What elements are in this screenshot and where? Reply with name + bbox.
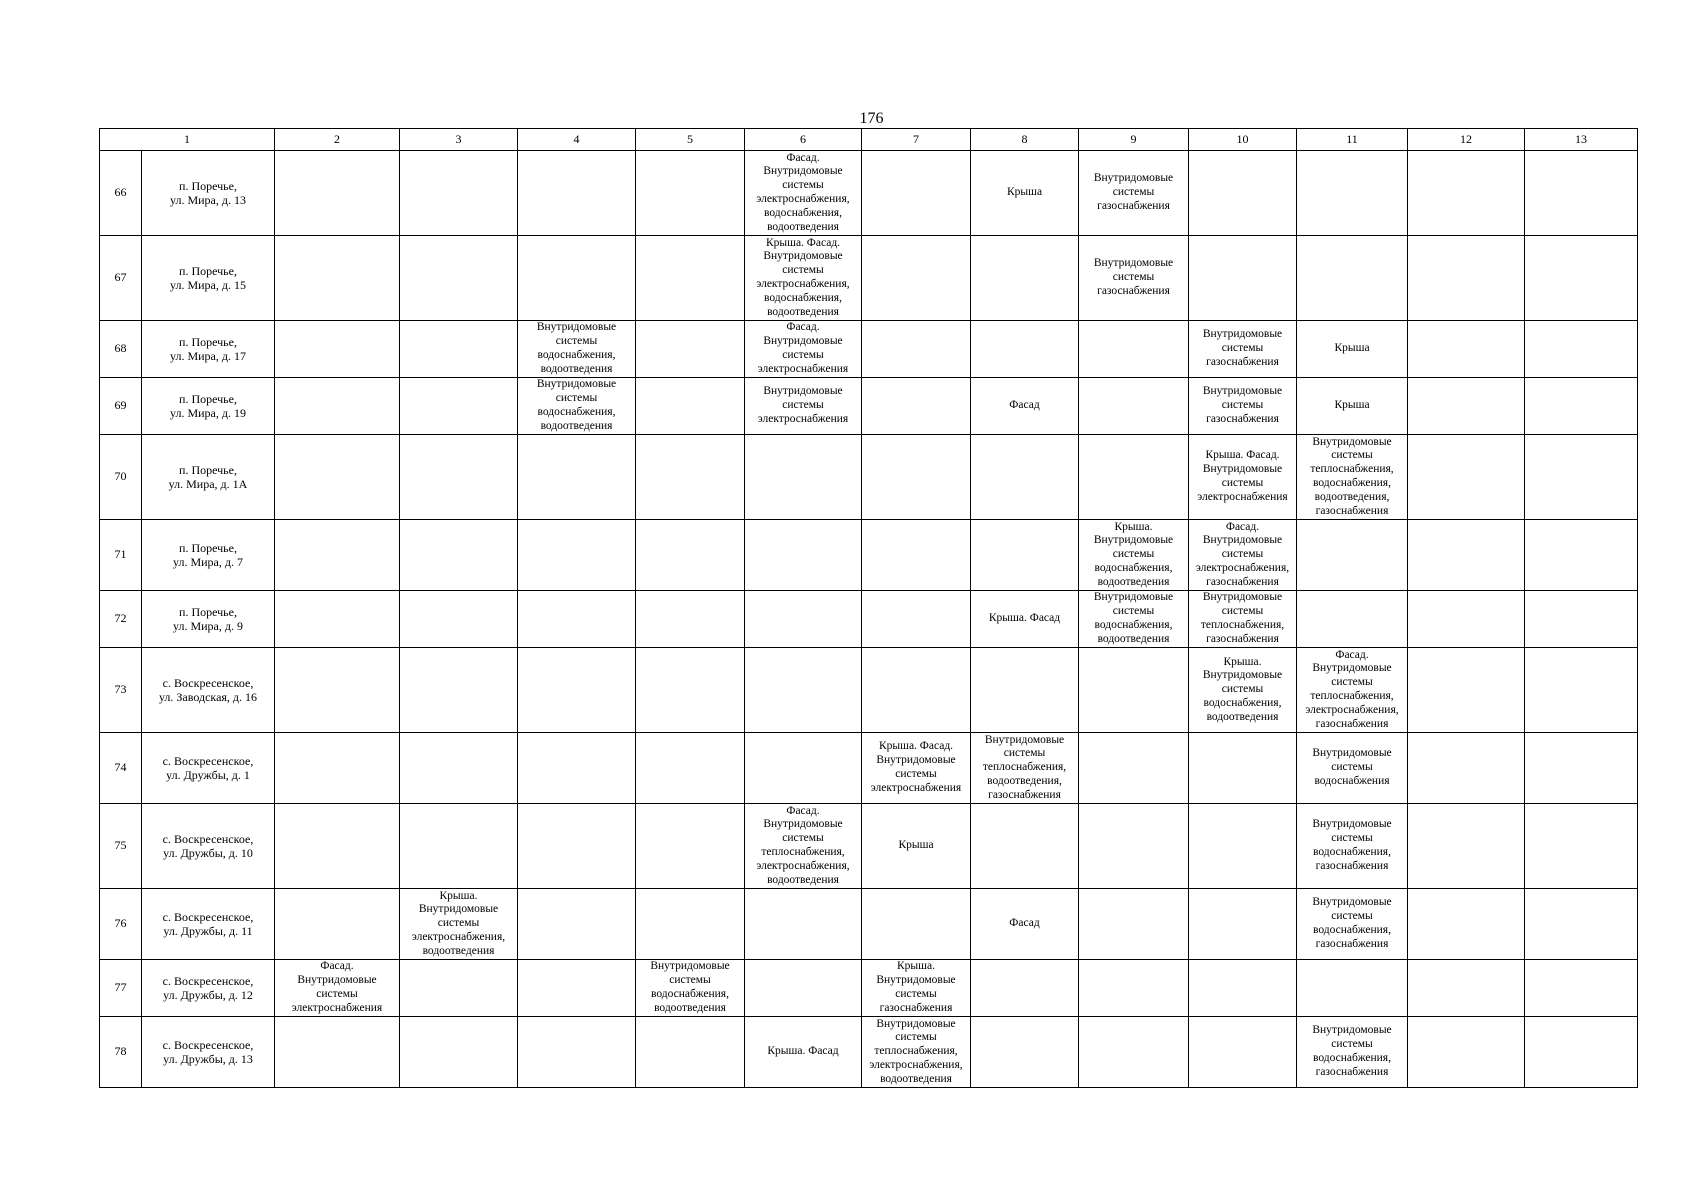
address-cell: п. Поречье, ул. Мира, д. 15	[142, 236, 275, 321]
work-cell-col-6: Фасад. Внутридомовые системы электроснабжения, водоснабжения, водоотведения	[745, 151, 862, 236]
work-cell-col-9	[1079, 648, 1189, 733]
work-cell-col-5	[636, 151, 745, 236]
work-cell-col-11: Крыша	[1297, 378, 1408, 435]
work-cell-col-4	[518, 520, 636, 591]
work-cell-col-8	[971, 648, 1079, 733]
work-cell-col-5	[636, 1017, 745, 1088]
work-cell-col-11: Фасад. Внутридомовые системы теплоснабжения, электроснабжения, газоснабжения	[1297, 648, 1408, 733]
row-number: 74	[100, 733, 142, 804]
work-cell-col-11: Крыша	[1297, 321, 1408, 378]
work-cell-col-6: Фасад. Внутридомовые системы электроснабжения	[745, 321, 862, 378]
work-cell-col-3: Крыша. Внутридомовые системы электроснабжения, водоотведения	[400, 889, 518, 960]
work-cell-col-3	[400, 648, 518, 733]
row-number: 69	[100, 378, 142, 435]
work-cell-col-7: Крыша. Внутридомовые системы газоснабжения	[862, 960, 971, 1017]
work-cell-col-11	[1297, 236, 1408, 321]
work-cell-col-9	[1079, 321, 1189, 378]
row-number: 77	[100, 960, 142, 1017]
work-cell-col-4	[518, 648, 636, 733]
work-cell-col-13	[1525, 151, 1638, 236]
work-cell-col-6: Крыша. Фасад	[745, 1017, 862, 1088]
column-header-13: 13	[1525, 129, 1638, 151]
work-cell-col-12	[1408, 591, 1525, 648]
work-cell-col-8: Внутридомовые системы теплоснабжения, водоотведения, газоснабжения	[971, 733, 1079, 804]
work-cell-col-11: Внутридомовые системы водоснабжения, газоснабжения	[1297, 804, 1408, 889]
work-cell-col-4	[518, 591, 636, 648]
work-cell-col-11	[1297, 151, 1408, 236]
address-cell: п. Поречье, ул. Мира, д. 7	[142, 520, 275, 591]
work-cell-col-13	[1525, 960, 1638, 1017]
work-cell-col-10	[1189, 236, 1297, 321]
work-cell-col-2	[275, 236, 400, 321]
work-cell-col-9	[1079, 733, 1189, 804]
table-row	[100, 1017, 1638, 1088]
table-row	[100, 733, 1638, 804]
work-cell-col-4	[518, 889, 636, 960]
work-cell-col-12	[1408, 1017, 1525, 1088]
work-cell-col-4	[518, 151, 636, 236]
work-cell-col-4	[518, 1017, 636, 1088]
work-cell-col-12	[1408, 435, 1525, 520]
address-cell: п. Поречье, ул. Мира, д. 17	[142, 321, 275, 378]
work-cell-col-8	[971, 804, 1079, 889]
work-cell-col-4	[518, 435, 636, 520]
row-number: 73	[100, 648, 142, 733]
work-cell-col-7: Крыша	[862, 804, 971, 889]
page-number: 176	[859, 110, 884, 127]
work-cell-col-8	[971, 1017, 1079, 1088]
work-cell-col-8: Фасад	[971, 889, 1079, 960]
work-cell-col-8: Крыша	[971, 151, 1079, 236]
work-cell-col-7	[862, 435, 971, 520]
work-cell-col-10: Внутридомовые системы газоснабжения	[1189, 321, 1297, 378]
work-cell-col-5	[636, 733, 745, 804]
column-header-2: 2	[275, 129, 400, 151]
work-cell-col-11: Внутридомовые системы водоснабжения	[1297, 733, 1408, 804]
work-cell-col-3	[400, 591, 518, 648]
work-cell-col-7: Крыша. Фасад. Внутридомовые системы электроснабжения	[862, 733, 971, 804]
work-cell-col-7	[862, 520, 971, 591]
work-cell-col-5	[636, 804, 745, 889]
column-number-row	[100, 129, 1638, 151]
row-number: 76	[100, 889, 142, 960]
work-cell-col-10: Крыша. Фасад. Внутридомовые системы электроснабжения	[1189, 435, 1297, 520]
work-cell-col-11	[1297, 520, 1408, 591]
work-cell-col-3	[400, 520, 518, 591]
work-cell-col-7	[862, 151, 971, 236]
work-cell-col-13	[1525, 889, 1638, 960]
table-row	[100, 151, 1638, 236]
work-cell-col-10: Внутридомовые системы теплоснабжения, газоснабжения	[1189, 591, 1297, 648]
row-number: 67	[100, 236, 142, 321]
work-cell-col-12	[1408, 520, 1525, 591]
work-cell-col-8	[971, 520, 1079, 591]
row-number: 78	[100, 1017, 142, 1088]
work-cell-col-6	[745, 591, 862, 648]
work-cell-col-12	[1408, 236, 1525, 321]
work-cell-col-5	[636, 591, 745, 648]
work-cell-col-7	[862, 648, 971, 733]
work-cell-col-10: Фасад. Внутридомовые системы электроснабжения, газоснабжения	[1189, 520, 1297, 591]
column-header-12: 12	[1408, 129, 1525, 151]
work-cell-col-8	[971, 435, 1079, 520]
work-cell-col-8	[971, 236, 1079, 321]
work-cell-col-2	[275, 804, 400, 889]
work-cell-col-13	[1525, 435, 1638, 520]
work-cell-col-5	[636, 321, 745, 378]
work-cell-col-3	[400, 804, 518, 889]
work-cell-col-12	[1408, 648, 1525, 733]
work-cell-col-6	[745, 889, 862, 960]
work-cell-col-7: Внутридомовые системы теплоснабжения, электроснабжения, водоотведения	[862, 1017, 971, 1088]
work-cell-col-9	[1079, 889, 1189, 960]
address-cell: с. Воскресенское, ул. Дружбы, д. 11	[142, 889, 275, 960]
address-cell: п. Поречье, ул. Мира, д. 13	[142, 151, 275, 236]
address-cell: с. Воскресенское, ул. Дружбы, д. 12	[142, 960, 275, 1017]
table-row	[100, 435, 1638, 520]
work-cell-col-5	[636, 648, 745, 733]
work-cell-col-5	[636, 520, 745, 591]
column-header-10: 10	[1189, 129, 1297, 151]
work-cell-col-4	[518, 960, 636, 1017]
work-cell-col-6	[745, 648, 862, 733]
work-cell-col-7	[862, 889, 971, 960]
address-cell: с. Воскресенское, ул. Дружбы, д. 1	[142, 733, 275, 804]
work-cell-col-3	[400, 435, 518, 520]
work-cell-col-12	[1408, 321, 1525, 378]
work-cell-col-3	[400, 321, 518, 378]
address-cell: с. Воскресенское, ул. Дружбы, д. 13	[142, 1017, 275, 1088]
work-cell-col-3	[400, 151, 518, 236]
column-header-3: 3	[400, 129, 518, 151]
table-body	[100, 151, 1638, 1088]
table-row	[100, 648, 1638, 733]
work-cell-col-6	[745, 733, 862, 804]
work-cell-col-2: Фасад. Внутридомовые системы электроснабжения	[275, 960, 400, 1017]
work-cell-col-10	[1189, 889, 1297, 960]
work-cell-col-9	[1079, 435, 1189, 520]
work-cell-col-2	[275, 1017, 400, 1088]
work-cell-col-7	[862, 321, 971, 378]
table-row	[100, 889, 1638, 960]
work-cell-col-2	[275, 889, 400, 960]
work-cell-col-9	[1079, 960, 1189, 1017]
address-cell: п. Поречье, ул. Мира, д. 9	[142, 591, 275, 648]
work-cell-col-5	[636, 435, 745, 520]
work-cell-col-2	[275, 591, 400, 648]
column-header-7: 7	[862, 129, 971, 151]
table-row	[100, 378, 1638, 435]
work-cell-col-13	[1525, 378, 1638, 435]
work-cell-col-3	[400, 236, 518, 321]
table-row	[100, 960, 1638, 1017]
work-cell-col-4	[518, 236, 636, 321]
work-cell-col-2	[275, 435, 400, 520]
row-number: 70	[100, 435, 142, 520]
work-cell-col-5	[636, 236, 745, 321]
work-cell-col-11: Внутридомовые системы водоснабжения, газоснабжения	[1297, 1017, 1408, 1088]
work-cell-col-9: Внутридомовые системы водоснабжения, водоотведения	[1079, 591, 1189, 648]
work-cell-col-13	[1525, 733, 1638, 804]
work-cell-col-9	[1079, 1017, 1189, 1088]
work-cell-col-4	[518, 804, 636, 889]
row-number: 72	[100, 591, 142, 648]
work-cell-col-8	[971, 321, 1079, 378]
work-cell-col-2	[275, 733, 400, 804]
work-cell-col-12	[1408, 151, 1525, 236]
work-cell-col-11: Внутридомовые системы теплоснабжения, водоснабжения, водоотведения, газоснабжения	[1297, 435, 1408, 520]
work-cell-col-13	[1525, 520, 1638, 591]
column-header-6: 6	[745, 129, 862, 151]
work-cell-col-11	[1297, 591, 1408, 648]
column-header-11: 11	[1297, 129, 1408, 151]
column-header-1: 1	[100, 129, 275, 151]
row-number: 71	[100, 520, 142, 591]
row-number: 75	[100, 804, 142, 889]
work-cell-col-3	[400, 378, 518, 435]
work-cell-col-10	[1189, 733, 1297, 804]
work-cell-col-13	[1525, 1017, 1638, 1088]
work-cell-col-12	[1408, 378, 1525, 435]
work-cell-col-3	[400, 960, 518, 1017]
work-cell-col-8: Крыша. Фасад	[971, 591, 1079, 648]
work-cell-col-5	[636, 378, 745, 435]
work-cell-col-5: Внутридомовые системы водоснабжения, водоотведения	[636, 960, 745, 1017]
work-cell-col-12	[1408, 889, 1525, 960]
work-cell-col-6: Внутридомовые системы электроснабжения	[745, 378, 862, 435]
address-cell: п. Поречье, ул. Мира, д. 1А	[142, 435, 275, 520]
work-cell-col-9: Внутридомовые системы газоснабжения	[1079, 236, 1189, 321]
work-cell-col-2	[275, 648, 400, 733]
work-cell-col-10: Крыша. Внутридомовые системы водоснабжения, водоотведения	[1189, 648, 1297, 733]
table-row	[100, 804, 1638, 889]
table-row	[100, 520, 1638, 591]
work-cell-col-2	[275, 321, 400, 378]
table-header	[100, 129, 1638, 151]
work-cell-col-12	[1408, 733, 1525, 804]
work-cell-col-10: Внутридомовые системы газоснабжения	[1189, 378, 1297, 435]
table-row	[100, 321, 1638, 378]
work-cell-col-7	[862, 378, 971, 435]
table-row	[100, 591, 1638, 648]
work-cell-col-6	[745, 520, 862, 591]
work-cell-col-2	[275, 520, 400, 591]
work-cell-col-6: Крыша. Фасад. Внутридомовые системы электроснабжения, водоснабжения, водоотведения	[745, 236, 862, 321]
address-cell: с. Воскресенское, ул. Заводская, д. 16	[142, 648, 275, 733]
work-cell-col-3	[400, 1017, 518, 1088]
work-cell-col-13	[1525, 804, 1638, 889]
work-cell-col-9	[1079, 378, 1189, 435]
repair-schedule-table	[99, 128, 1638, 1088]
work-cell-col-6	[745, 435, 862, 520]
table-row	[100, 236, 1638, 321]
work-cell-col-12	[1408, 960, 1525, 1017]
work-cell-col-11	[1297, 960, 1408, 1017]
work-cell-col-7	[862, 591, 971, 648]
work-cell-col-10	[1189, 1017, 1297, 1088]
work-cell-col-10	[1189, 804, 1297, 889]
work-cell-col-4	[518, 733, 636, 804]
work-cell-col-2	[275, 151, 400, 236]
work-cell-col-4: Внутридомовые системы водоснабжения, водоотведения	[518, 321, 636, 378]
work-cell-col-13	[1525, 591, 1638, 648]
address-cell: с. Воскресенское, ул. Дружбы, д. 10	[142, 804, 275, 889]
work-cell-col-13	[1525, 321, 1638, 378]
work-cell-col-7	[862, 236, 971, 321]
work-cell-col-8: Фасад	[971, 378, 1079, 435]
row-number: 66	[100, 151, 142, 236]
work-cell-col-13	[1525, 648, 1638, 733]
address-cell: п. Поречье, ул. Мира, д. 19	[142, 378, 275, 435]
column-header-8: 8	[971, 129, 1079, 151]
work-cell-col-6	[745, 960, 862, 1017]
work-cell-col-9	[1079, 804, 1189, 889]
work-cell-col-4: Внутридомовые системы водоснабжения, водоотведения	[518, 378, 636, 435]
work-cell-col-9: Крыша. Внутридомовые системы водоснабжения, водоотведения	[1079, 520, 1189, 591]
work-cell-col-12	[1408, 804, 1525, 889]
work-cell-col-5	[636, 889, 745, 960]
work-cell-col-11: Внутридомовые системы водоснабжения, газоснабжения	[1297, 889, 1408, 960]
work-cell-col-2	[275, 378, 400, 435]
work-cell-col-10	[1189, 960, 1297, 1017]
work-cell-col-6: Фасад. Внутридомовые системы теплоснабжения, электроснабжения, водоотведения	[745, 804, 862, 889]
work-cell-col-9: Внутридомовые системы газоснабжения	[1079, 151, 1189, 236]
column-header-4: 4	[518, 129, 636, 151]
work-cell-col-13	[1525, 236, 1638, 321]
work-cell-col-10	[1189, 151, 1297, 236]
work-cell-col-3	[400, 733, 518, 804]
work-cell-col-8	[971, 960, 1079, 1017]
column-header-9: 9	[1079, 129, 1189, 151]
row-number: 68	[100, 321, 142, 378]
column-header-5: 5	[636, 129, 745, 151]
